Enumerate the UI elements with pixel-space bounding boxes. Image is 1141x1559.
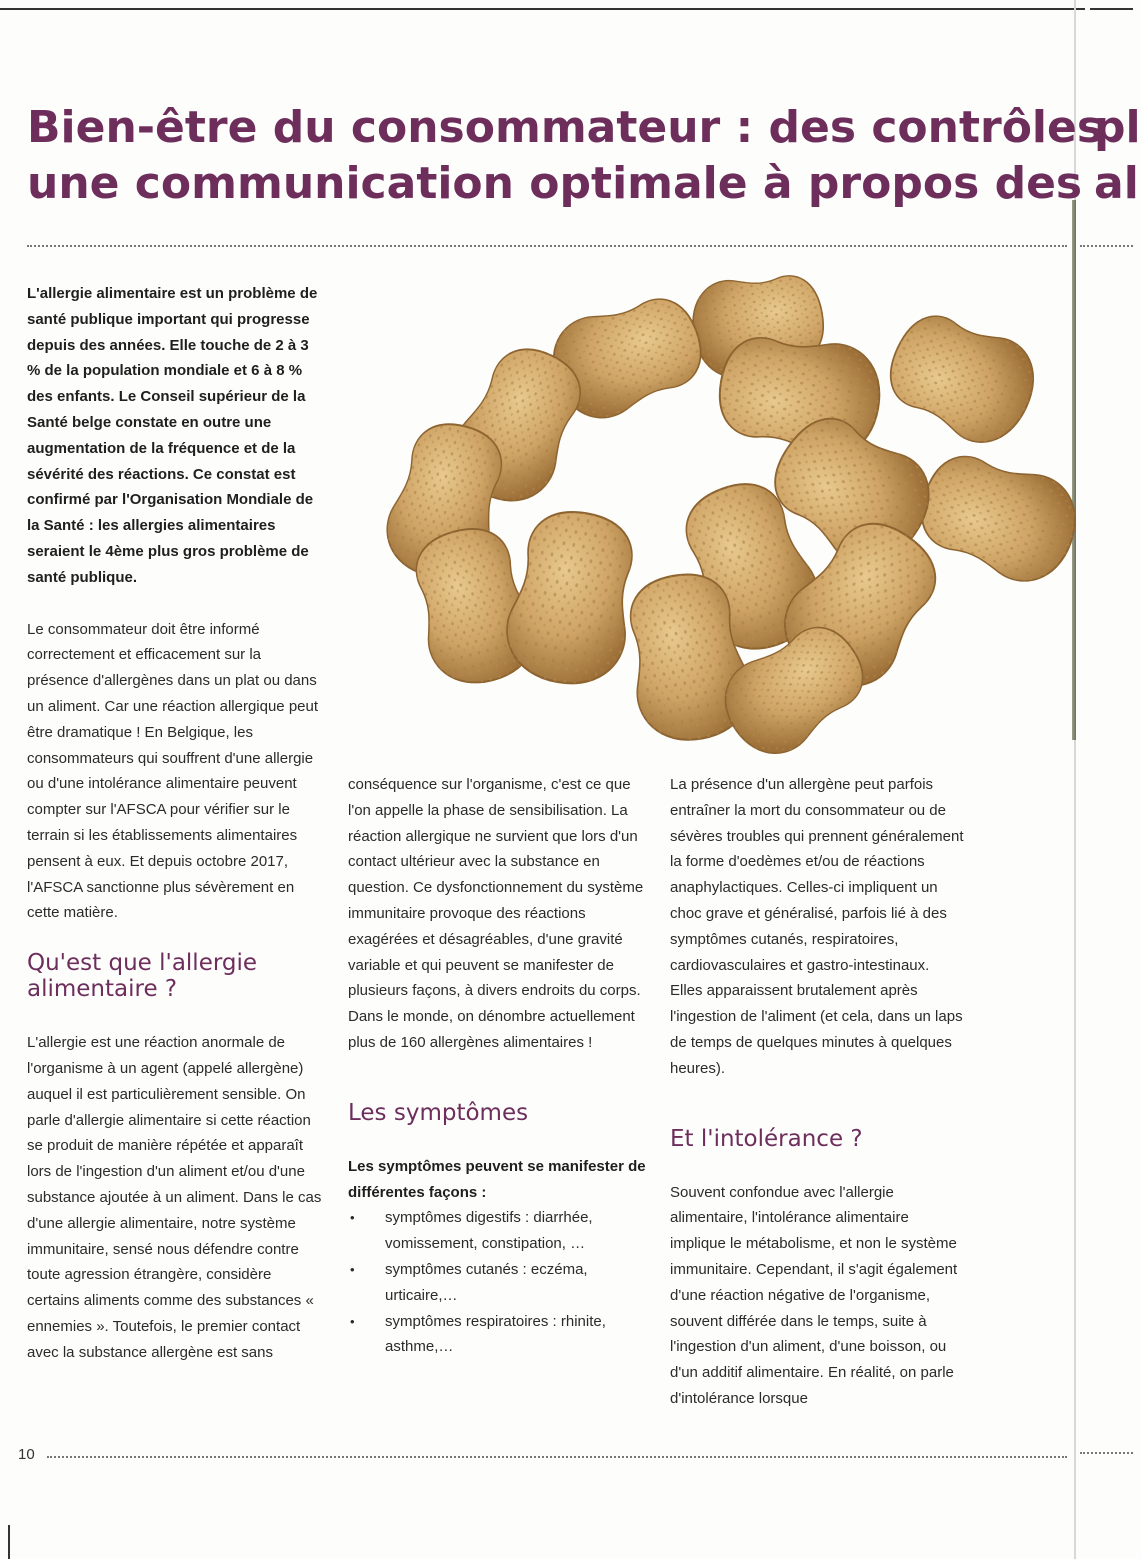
top-border-line	[0, 8, 1085, 10]
peanut-pile	[377, 265, 1089, 770]
column-1	[27, 281, 325, 1365]
heading-intolerance: Et l'intolérance ?	[670, 1125, 863, 1152]
intro-paragraph-2: Le consommateur doit être informé correctement et efficacement sur la présence d'allergènes dans un plat ou dans un aliment. Car une réaction allergique peut être dramatique ! En Belgique, les consommateurs qui souffrent d'une allergie ou d'une intolérance alimentaire peuvent compter sur l'AFSCA pour vérifier sur le terrain si les établissements alimentaires pensent à eux. Et depuis octobre 2017, l'AFSCA sanctionne plus sévèrement en cette matière.	[27, 620, 319, 922]
footer-divider-next-page	[1080, 1452, 1133, 1454]
heading-allergie: Qu'est que l'allergie alimentaire ?	[27, 950, 258, 1003]
column-2-paragraph: conséquence sur l'organisme, c'est ce que l'on appelle la phase de sensibilisation. La réaction allergique ne survient que lors d'un contact ultérieur avec la substance en question. Ce dysfonctionnement du système immunitaire provoque des réactions exagérées et désagréables, d'une gravité variable et qui peuvent se manifester de plusieurs façons, à divers endroits du corps. Dans le monde, on dénombre actuellement plus de 160 allergènes alimentaires !	[348, 776, 644, 1051]
intro-paragraph: L'allergie alimentaire est un problème de santé publique important qui progresse depuis des années. Elle touche de 2 à 3 % de la population mondiale et 6 à 8 % des enfants. Le Conseil supérieur de la Santé belge constate en outre une augmentation de la fréquence et de la sévérité des réactions. Ce constat est confirmé par l'Organisation Mondiale de la Santé : les allergies alimentaires seraient le 4ème plus gros problème de santé publique.	[27, 285, 318, 586]
symptoms-list	[348, 1205, 648, 1360]
list-item: • symptômes cutanés : eczéma, urticaire,…	[348, 1257, 648, 1309]
title-divider-next-page	[1080, 245, 1133, 247]
binding-mark	[8, 1525, 10, 1559]
list-item: • symptômes digestifs : diarrhée, vomissement, constipation, …	[348, 1205, 648, 1257]
title-line-2: une communication optimale à propos des	[27, 158, 1083, 209]
top-border-line-right	[1090, 8, 1133, 10]
symptomes-lead: Les symptômes peuvent se manifester de différentes façons :	[348, 1157, 646, 1201]
intolerance-paragraph: Souvent confondue avec l'allergie alimentaire, l'intolérance alimentaire implique le métabolisme, et non le système immunitaire. Cependant, il s'agit également d'une réaction négative de l'organisme, souvent différée dans le temps, suite à l'ingestion d'un aliment, d'une boisson, ou d'un additif alimentaire. En réalité, on parle d'intolérance lorsque	[670, 1183, 958, 1407]
column-3-paragraph: La présence d'un allergène peut parfois entraîner la mort du consommateur ou de sévères troubles qui prennent généralement la forme d'oedèmes et/ou de réactions anaphylactiques. Celles-ci impliquent un choc grave et généralisé, parfois lié à des symptômes cutanés, respiratoires, cardiovasculaires et gastro-intestinaux. Elles apparaissent brutalement après l'ingestion de l'aliment (et cela, dans un laps de temps de quelques minutes à quelques heures).	[670, 776, 964, 1077]
heading-symptomes: Les symptômes	[348, 1099, 529, 1126]
article-title	[27, 100, 1104, 212]
next-page-title-fragment: pl al	[1094, 102, 1141, 209]
column-3	[670, 772, 965, 1412]
allergie-paragraph: L'allergie est une réaction anormale de l'organisme à un agent (appelé allergène) auquel il est particulièrement sensible. On parle d'allergie alimentaire si cette réaction se produit de manière répétée et apparaît lors de l'ingestion d'un aliment et/ou d'une substance ajoutée à un aliment. Dans le cas d'une allergie alimentaire, notre système immunitaire, sensé nous défendre contre toute agression étrangère, considère certains aliments comme des substances « ennemies ». Toutefois, le premier contact avec la substance allergène est sans	[27, 1034, 322, 1361]
footer-divider	[47, 1456, 1067, 1458]
peanuts-photo	[385, 252, 1075, 772]
title-divider	[27, 245, 1067, 247]
title-line-1: Bien-être du consommateur : des contrôles	[27, 102, 1104, 153]
list-item: • symptômes respiratoires : rhinite, asthme,…	[348, 1309, 648, 1361]
column-2	[348, 772, 648, 1360]
page-number: 10	[18, 1446, 35, 1463]
